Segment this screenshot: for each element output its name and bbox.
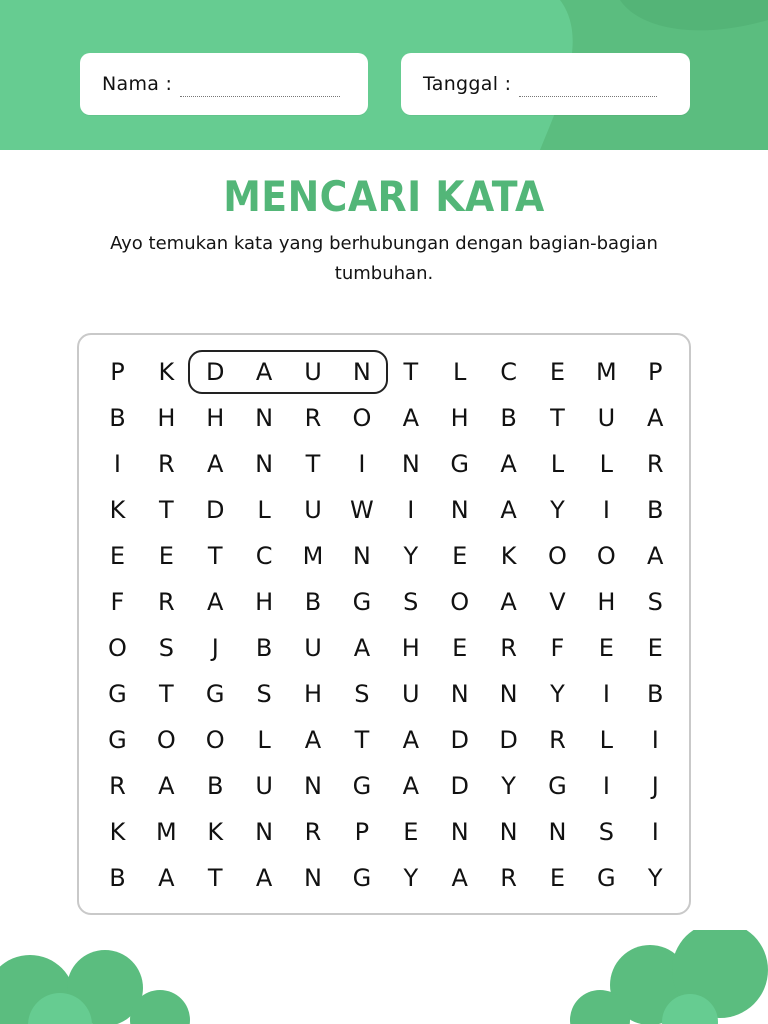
grid-cell[interactable]: U	[304, 634, 322, 662]
grid-cell[interactable]: G	[548, 772, 567, 800]
grid-cell[interactable]: I	[407, 496, 415, 524]
grid-cell[interactable]: N	[255, 818, 274, 846]
grid-cell[interactable]: S	[256, 680, 272, 708]
grid-cell[interactable]: Y	[501, 772, 516, 800]
grid-cell[interactable]: Y	[550, 680, 565, 708]
grid-cell[interactable]: N	[304, 772, 322, 800]
grid-cell[interactable]: K	[158, 358, 175, 386]
word-search-grid	[93, 349, 680, 901]
grid-cell[interactable]: N	[255, 450, 274, 478]
instructions-text: Ayo temukan kata yang berhubungan dengan bagian-bagian tumbuhan.	[110, 233, 658, 284]
date-label: Tanggal :	[423, 73, 512, 95]
date-line[interactable]	[519, 84, 657, 97]
grid-cell[interactable]: T	[305, 450, 321, 478]
grid-cell[interactable]: F	[110, 588, 125, 616]
header-banner	[0, 0, 768, 150]
grid-cell[interactable]: I	[651, 818, 659, 846]
grid-cell[interactable]: R	[549, 726, 566, 754]
grid-cell[interactable]: K	[500, 542, 517, 570]
grid-cell[interactable]: Y	[403, 542, 419, 570]
grid-cell[interactable]: S	[403, 588, 419, 616]
grid-cell[interactable]: U	[255, 772, 273, 800]
grid-cell[interactable]: G	[597, 864, 616, 892]
grid-cell[interactable]: G	[205, 680, 225, 708]
grid-cell[interactable]: B	[500, 404, 517, 432]
grid-cell[interactable]: H	[255, 588, 274, 616]
grid-cell[interactable]: E	[549, 864, 566, 892]
grid-cell[interactable]: G	[352, 588, 372, 616]
grid-cell[interactable]: S	[598, 818, 614, 846]
grid-cell[interactable]: E	[452, 542, 468, 570]
grid-cell[interactable]: N	[450, 680, 469, 708]
grid-cell[interactable]: A	[158, 772, 175, 800]
name-label: Nama :	[102, 73, 173, 95]
name-field[interactable]	[80, 53, 368, 115]
grid-cell[interactable]: A	[207, 588, 224, 616]
grid-cell[interactable]: R	[304, 404, 322, 432]
grid-cell[interactable]: R	[646, 450, 664, 478]
grid-cell[interactable]: I	[602, 680, 610, 708]
grid-cell[interactable]: O	[352, 404, 372, 432]
grid-cell[interactable]: B	[647, 680, 664, 708]
grid-cell[interactable]: T	[207, 542, 223, 570]
grid-cell[interactable]: T	[403, 358, 419, 386]
grid-cell[interactable]: A	[647, 542, 664, 570]
grid-cell[interactable]: J	[651, 772, 659, 800]
grid-cell[interactable]: H	[597, 588, 616, 616]
name-line[interactable]	[180, 84, 340, 97]
grid-cell[interactable]: A	[402, 772, 419, 800]
grid-cell[interactable]: N	[352, 358, 371, 386]
grid-cell[interactable]: R	[157, 450, 175, 478]
grid-cell[interactable]: C	[500, 358, 517, 386]
date-field[interactable]	[401, 53, 690, 115]
grid-cell[interactable]: R	[109, 772, 126, 800]
grid-cell[interactable]: E	[598, 634, 614, 662]
grid-cell[interactable]: N	[304, 864, 322, 892]
grid-cell[interactable]: I	[651, 726, 659, 754]
grid-cell[interactable]: L	[599, 450, 614, 478]
bush-decoration	[0, 930, 768, 1024]
grid-cell[interactable]: A	[158, 864, 175, 892]
grid-cell[interactable]: B	[206, 772, 224, 800]
grid-cell[interactable]: V	[549, 588, 566, 616]
grid-cell[interactable]: D	[450, 772, 469, 800]
grid-cell[interactable]: O	[156, 726, 176, 754]
grid-cell[interactable]: I	[358, 450, 366, 478]
grid-cell[interactable]: E	[647, 634, 663, 662]
grid-cell[interactable]: L	[257, 496, 271, 524]
grid-cell[interactable]: O	[205, 726, 225, 754]
grid-cell[interactable]: U	[597, 404, 616, 432]
page-title: MENCARI KATA	[223, 172, 545, 221]
grid-cell[interactable]: W	[350, 496, 374, 524]
grid-cell[interactable]: P	[648, 358, 663, 386]
grid-cell[interactable]: S	[647, 588, 663, 616]
grid-cell[interactable]: H	[303, 680, 323, 708]
grid-cell[interactable]: T	[159, 496, 174, 524]
grid-cell[interactable]: L	[599, 726, 614, 754]
grid-cell[interactable]: N	[499, 680, 518, 708]
grid-cell[interactable]: A	[402, 726, 419, 754]
grid-cell[interactable]: A	[304, 726, 322, 754]
grid-cell[interactable]: A	[500, 450, 517, 478]
grid-cell[interactable]: O	[108, 634, 127, 662]
grid-cell[interactable]: K	[207, 818, 224, 846]
grid-cell[interactable]: A	[255, 864, 273, 892]
grid-cell[interactable]: U	[304, 496, 322, 524]
grid-cell[interactable]: R	[304, 818, 322, 846]
grid-cell[interactable]: O	[548, 542, 567, 570]
grid-cell[interactable]: D	[450, 726, 469, 754]
grid-cell[interactable]: D	[499, 726, 518, 754]
grid-cell[interactable]: A	[353, 634, 371, 662]
grid-cell[interactable]: B	[109, 404, 126, 432]
grid-cell[interactable]: L	[550, 450, 565, 478]
grid-cell[interactable]: E	[403, 818, 419, 846]
grid-cell[interactable]: A	[255, 358, 273, 386]
grid-cell[interactable]: Y	[647, 864, 663, 892]
grid-cell[interactable]: S	[354, 680, 370, 708]
grid-cell[interactable]: L	[452, 358, 467, 386]
grid-cell[interactable]: R	[157, 588, 175, 616]
grid-cell[interactable]: I	[602, 772, 610, 800]
grid-cell[interactable]: Y	[403, 864, 419, 892]
grid-cell[interactable]: N	[548, 818, 567, 846]
grid-cell[interactable]: A	[402, 404, 419, 432]
grid-cell[interactable]: N	[401, 450, 420, 478]
grid-cell[interactable]: E	[452, 634, 468, 662]
grid-cell[interactable]: B	[647, 496, 664, 524]
grid-cell[interactable]: G	[352, 772, 372, 800]
grid-cell[interactable]: G	[352, 864, 372, 892]
grid-cell[interactable]: N	[450, 818, 469, 846]
grid-cell[interactable]: A	[647, 404, 664, 432]
grid-cell[interactable]: H	[450, 404, 469, 432]
grid-cell[interactable]: M	[302, 542, 324, 570]
grid-cell[interactable]: R	[500, 864, 517, 892]
grid-cell[interactable]: B	[109, 864, 126, 892]
grid-cell[interactable]: P	[354, 818, 370, 846]
grid-cell[interactable]: M	[155, 818, 177, 846]
grid-cell[interactable]: O	[450, 588, 470, 616]
grid-cell[interactable]: J	[211, 634, 219, 662]
grid-cell[interactable]: E	[549, 358, 566, 386]
grid-cell[interactable]: T	[207, 864, 223, 892]
grid-cell[interactable]: G	[450, 450, 469, 478]
grid-cell[interactable]: A	[500, 588, 517, 616]
grid-cell[interactable]: A	[500, 496, 517, 524]
grid-cell[interactable]: N	[255, 404, 274, 432]
grid-cell[interactable]: Y	[550, 496, 565, 524]
grid-cell[interactable]: U	[304, 358, 322, 386]
grid-cell[interactable]: B	[255, 634, 273, 662]
grid-cell[interactable]: A	[207, 450, 224, 478]
grid-cell[interactable]: H	[206, 404, 225, 432]
grid-cell[interactable]: I	[113, 450, 121, 478]
grid-cell[interactable]: G	[108, 680, 127, 708]
grid-cell[interactable]: T	[159, 680, 174, 708]
found-word-highlight	[188, 350, 388, 394]
grid-cell[interactable]: S	[158, 634, 174, 662]
grid-cell[interactable]: F	[550, 634, 565, 662]
grid-cell[interactable]: D	[205, 358, 225, 386]
grid-cell[interactable]: A	[451, 864, 468, 892]
grid-cell[interactable]: K	[109, 496, 126, 524]
grid-cell[interactable]: M	[595, 358, 617, 386]
grid-cell[interactable]: K	[109, 818, 126, 846]
grid-cell[interactable]: L	[257, 726, 271, 754]
grid-cell[interactable]: U	[402, 680, 420, 708]
grid-cell[interactable]: D	[205, 496, 225, 524]
grid-cell[interactable]: H	[157, 404, 176, 432]
grid-cell[interactable]: C	[255, 542, 273, 570]
grid-cell[interactable]: G	[108, 726, 127, 754]
grid-cell[interactable]: T	[354, 726, 370, 754]
grid-cell[interactable]: N	[499, 818, 518, 846]
grid-cell[interactable]: I	[602, 496, 610, 524]
grid-cell[interactable]: O	[596, 542, 616, 570]
grid-cell[interactable]: H	[401, 634, 420, 662]
grid-cell[interactable]: N	[450, 496, 469, 524]
grid-cell[interactable]: E	[109, 542, 126, 570]
grid-cell[interactable]: R	[500, 634, 517, 662]
grid-cell[interactable]: E	[158, 542, 174, 570]
grid-cell[interactable]: B	[304, 588, 322, 616]
grid-cell[interactable]: T	[550, 404, 565, 432]
grid-cell[interactable]: N	[352, 542, 371, 570]
grid-cell[interactable]: P	[110, 358, 125, 386]
